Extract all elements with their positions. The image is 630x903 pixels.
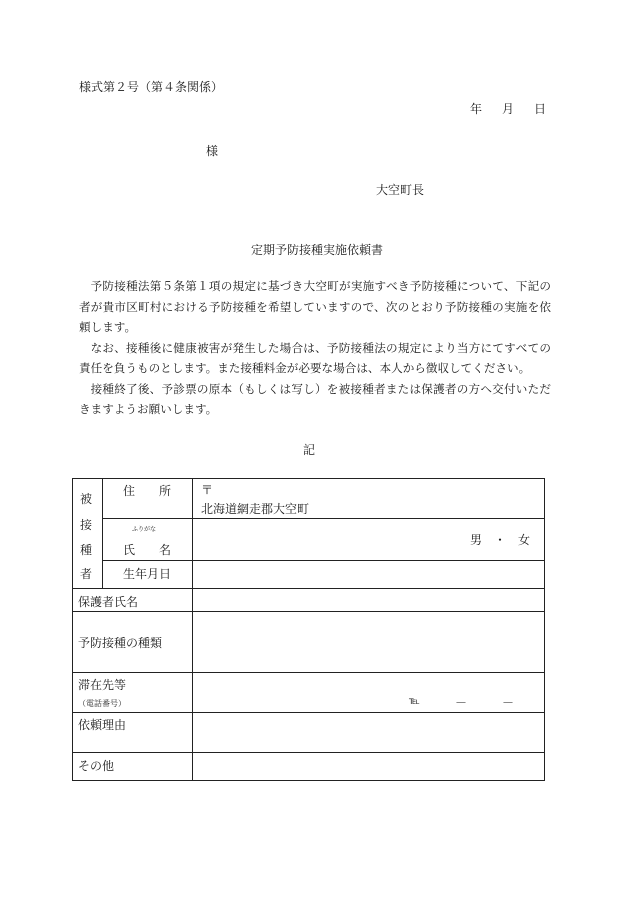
furigana-label: ふりがな	[132, 526, 157, 533]
table-border-left	[72, 478, 73, 781]
reason-label: 依頼理由	[78, 718, 127, 732]
recipient-label-char: 種	[80, 543, 93, 557]
table-border-right	[544, 478, 545, 781]
date-line	[470, 100, 546, 117]
issuer-name: 大空町長	[376, 183, 425, 197]
address-field[interactable]: 北海道網走郡大空町	[201, 502, 310, 516]
table-divider	[72, 672, 545, 673]
paragraph: 予防接種法第５条第１項の規定に基づき大空町が実施すべき予防接種について、下記の者が貴市区町村における予防接種を希望していますので、次のとおり予防接種の実施を依頼します。	[79, 279, 551, 334]
recipient-form-table	[72, 478, 545, 781]
form-number: 様式第２号（第４条関係）	[79, 80, 224, 94]
table-divider	[72, 611, 545, 612]
vaccine-type-label: 予防接種の種類	[78, 636, 163, 650]
table-divider	[192, 478, 193, 781]
postal-mark: 〒	[201, 483, 214, 497]
recipient-label-char: 接	[80, 518, 93, 532]
table-divider	[72, 752, 545, 753]
birthdate-label: 生年月日	[123, 567, 172, 581]
request-body	[79, 276, 551, 420]
paragraph: 接種終了後、予診票の原本（もしくは写し）を被接種者または保護者の方へ交付いただきますようお願いします。	[79, 381, 551, 416]
date-year: 年	[470, 102, 483, 116]
recipient-label-char: 者	[80, 567, 93, 581]
addressee-suffix: 様	[206, 144, 219, 158]
ki-heading: 記	[303, 443, 316, 457]
table-border-top	[72, 478, 545, 479]
tel-dash: －	[502, 696, 515, 710]
table-divider	[102, 518, 545, 519]
recipient-label-char: 被	[80, 492, 93, 506]
document-title: 定期予防接種実施依頼書	[251, 243, 384, 257]
address-label: 住 所	[123, 484, 172, 498]
gender-field[interactable]: 男 ・ 女	[470, 533, 531, 547]
paragraph: なお、接種後に健康被害が発生した場合は、予防接種法の規定により当方にてすべての責任を負うものとします。また接種料金が必要な場合は、本人から徴収してください。	[79, 340, 551, 375]
tel-dash: －	[455, 696, 468, 710]
table-border-bottom	[72, 780, 545, 781]
tel-icon: ℡	[409, 696, 420, 707]
stay-label: 滞在先等	[78, 678, 127, 692]
date-month: 月	[502, 102, 515, 116]
table-divider	[102, 478, 103, 588]
table-divider	[72, 712, 545, 713]
phone-label: （電話番号）	[78, 699, 126, 708]
date-day: 日	[534, 102, 547, 116]
guardian-label: 保護者氏名	[78, 595, 139, 609]
other-label: その他	[78, 759, 115, 773]
table-divider	[102, 560, 545, 561]
name-label: 氏 名	[123, 543, 172, 557]
table-divider	[72, 588, 545, 589]
